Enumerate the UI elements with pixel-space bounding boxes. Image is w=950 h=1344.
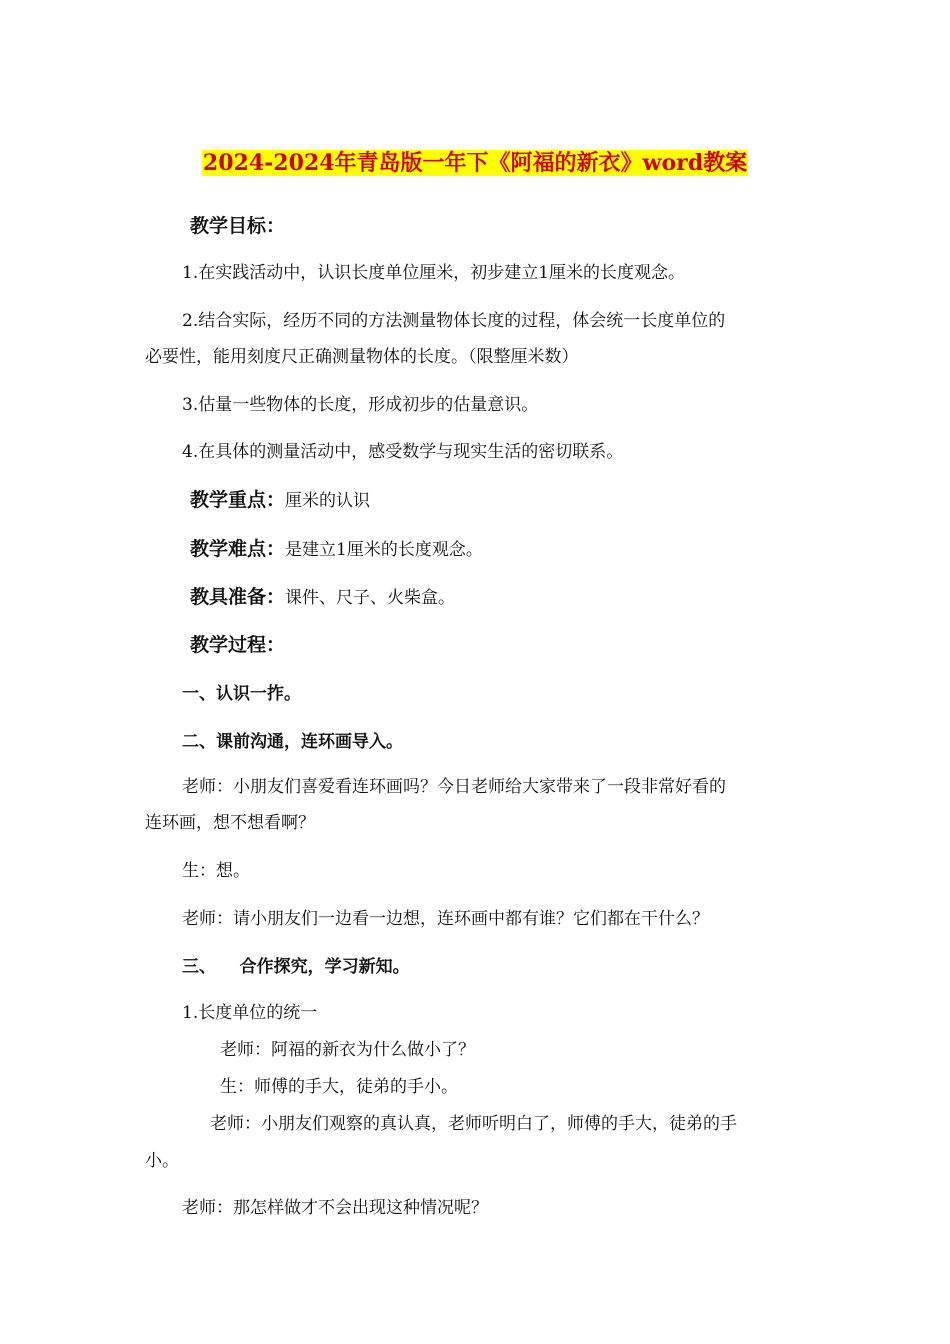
materials-text: 课件、尺子、火柴盒。 bbox=[285, 588, 456, 608]
dialogue-1-line-4: 老师：请小朋友们一边看一边想，连环画中都有谁？它们都在干什么？ bbox=[182, 909, 709, 929]
dialogue-2-line-3: 老师：小朋友们观察的真认真，老师听明白了，师傅的手大，徒弟的手 bbox=[210, 1114, 737, 1134]
subsection-1: 1.长度单位的统一 bbox=[182, 1003, 318, 1023]
difficulty-text: 是建立1厘米的长度观念。 bbox=[285, 540, 483, 560]
objective-1: 1.在实践活动中，认识长度单位厘米，初步建立1厘米的长度观念。 bbox=[182, 263, 686, 283]
objective-2-cont: 必要性，能用刻度尺正确测量物体的长度。（限整厘米数） bbox=[145, 347, 579, 367]
objective-2: 2.结合实际，经历不同的方法测量物体长度的过程，体会统一长度单位的 bbox=[182, 311, 726, 331]
document-title bbox=[0, 148, 950, 178]
difficulty bbox=[190, 537, 483, 562]
objectives-heading: 教学目标： bbox=[190, 215, 286, 237]
dialogue-1-line-2: 连环画，想不想看啊？ bbox=[145, 813, 315, 833]
key-point bbox=[190, 488, 370, 513]
difficulty-label: 教学难点： bbox=[190, 538, 286, 560]
dialogue-2-line-4: 小。 bbox=[145, 1151, 179, 1171]
materials bbox=[190, 585, 455, 610]
section-2: 二、课前沟通，连环画导入。 bbox=[182, 732, 403, 752]
dialogue-2-line-5: 老师：那怎样做才不会出现这种情况呢？ bbox=[182, 1198, 488, 1218]
key-point-text: 厘米的认识 bbox=[285, 491, 371, 511]
process-heading: 教学过程： bbox=[190, 634, 286, 656]
key-point-label: 教学重点： bbox=[190, 489, 286, 511]
dialogue-2-line-2: 生：师傅的手大，徒弟的手小。 bbox=[220, 1077, 458, 1097]
title-text: 2024-2024年青岛版一年下《阿福的新衣》word教案 bbox=[202, 150, 748, 176]
objective-4: 4.在具体的测量活动中，感受数学与现实生活的密切联系。 bbox=[182, 442, 624, 462]
dialogue-1-line-1: 老师：小朋友们喜爱看连环画吗？今日老师给大家带来了一段非常好看的 bbox=[182, 777, 726, 797]
materials-label: 教具准备： bbox=[190, 586, 286, 608]
dialogue-2-line-1: 老师：阿福的新衣为什么做小了？ bbox=[220, 1040, 475, 1060]
dialogue-1-line-3: 生：想。 bbox=[182, 861, 250, 881]
objective-3: 3.估量一些物体的长度，形成初步的估量意识。 bbox=[182, 395, 539, 415]
section-1: 一、认识一拃。 bbox=[182, 684, 301, 704]
section-3: 三、 合作探究，学习新知。 bbox=[182, 957, 410, 977]
